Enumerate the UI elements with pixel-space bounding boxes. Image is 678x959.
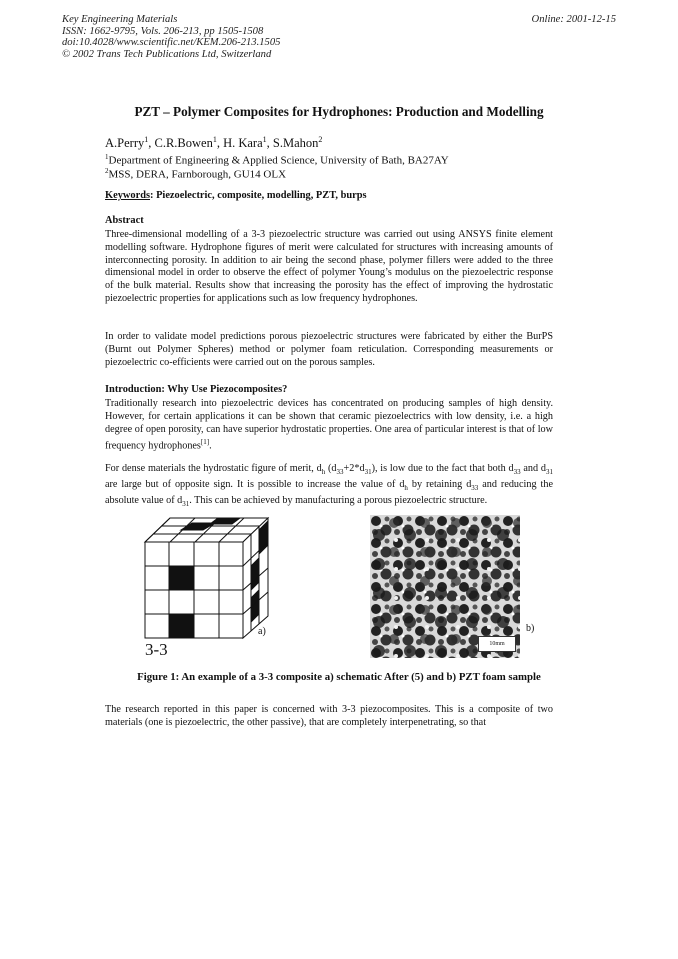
author-name: H. Kara bbox=[223, 136, 263, 151]
figure-label-a: a) bbox=[258, 626, 266, 637]
online-date: Online: 2001-12-15 bbox=[531, 14, 616, 25]
keywords-text: : Piezoelectric, composite, modelling, PZT, burps bbox=[150, 190, 367, 201]
body-paragraph: The research reported in this paper is concerned with 3-3 piezocomposites. This is a composite of two materials (one is piezoelectric, the other passive), that are completely interpenetrating, so that bbox=[105, 704, 553, 728]
abstract-heading: Abstract bbox=[105, 215, 144, 226]
journal-copyright: © 2002 Trans Tech Publications Ltd, Switzerland bbox=[62, 48, 272, 60]
author-sup: 1 bbox=[144, 135, 149, 144]
author-name: C.R.Bowen bbox=[154, 136, 213, 151]
author-list: A.Perry$^1$, C.R.Bowen$^1$, H. Kara$^1$, S.Mahon$^2$ bbox=[105, 135, 323, 151]
figure-label-b: b) bbox=[526, 623, 535, 634]
keywords-label: Keywords bbox=[105, 190, 151, 201]
author-sup: 1 bbox=[212, 135, 217, 144]
citation: [1] bbox=[200, 438, 210, 447]
author-name: S.Mahon bbox=[272, 136, 319, 151]
keywords bbox=[105, 190, 367, 201]
intro-heading: Introduction: Why Use Piezocomposites? bbox=[105, 384, 288, 395]
scale-bar: 10mm bbox=[478, 636, 516, 652]
affiliation: $^1$Department of Engineering & Applied Science, University of Bath, BA27AY bbox=[105, 153, 449, 167]
intro-paragraph-1: Traditionally research into piezoelectric devices has concentrated on producing samples of high density. However, for certain applications it can be shown that ceramic piezoelectrics with low density, i.e. a high degree of open porosity, can have superior hydrostatic properties. One area of particular interest is that of low frequency hydrophones[1]. bbox=[105, 398, 553, 452]
author-name: A.Perry bbox=[105, 136, 145, 151]
journal-issn: ISSN: 1662-9795, Vols. 206-213, pp 1505-1508 bbox=[62, 25, 264, 37]
affiliation: $^2$MSS, DERA, Farnborough, GU14 OLX bbox=[105, 167, 287, 181]
figure-label-33: 3-3 bbox=[145, 640, 168, 659]
journal-name: Key Engineering Materials bbox=[62, 14, 178, 25]
figure-caption: Figure 1: An example of a 3-3 composite a) schematic After (5) and b) PZT foam sample bbox=[137, 671, 541, 683]
foam-sample-photo bbox=[370, 515, 520, 658]
cube-schematic bbox=[140, 514, 272, 640]
author-sup: 1 bbox=[262, 135, 267, 144]
author-sup: 2 bbox=[318, 135, 323, 144]
abstract-paragraph-2: In order to validate model predictions porous piezoelectric structures were fabricated by either the BurPS (Burnt out Polymer Spheres) method or polymer foam reticulation. Corresponding measurements or piezoelectric co-efficients were carried out on the porous samples. bbox=[105, 331, 553, 368]
abstract-paragraph-1: Three-dimensional modelling of a 3-3 piezoelectric structure was carried out using ANSYS finite element modelling software. Hydrophone figures of merit were calculated for structures with increasing amounts of interconnecting porosity. In addition to air being the second phase, polymer fillers were added to the three dimensional model in order to observe the effect of polymer Young’s modulus on the piezoelectric response of the bulk material. Results show that increasing the porosity has the effect of improving the hydrostatic piezoelectric properties for applications such as low frequency hydrophones. bbox=[105, 229, 553, 304]
journal-doi: doi:10.4028/www.scientific.net/KEM.206-213.1505 bbox=[62, 37, 281, 48]
intro-paragraph-2: For dense materials the hydrostatic figure of merit, $d_h$ $(d_{33}+2*d_{31})$, is low due to the fact that both $d_{33}$ and $d_{31}$ are large but of opposite sign. It is possible to increase the value of $d_h$ by retaining $d_{33}$ and reducing the absolute value of $d_{31}$. This can be achieved by manufacturing a porous piezoelectric structure. bbox=[105, 463, 553, 508]
paper-title: PZT – Polymer Composites for Hydrophones: Production and Modelling bbox=[134, 104, 544, 119]
